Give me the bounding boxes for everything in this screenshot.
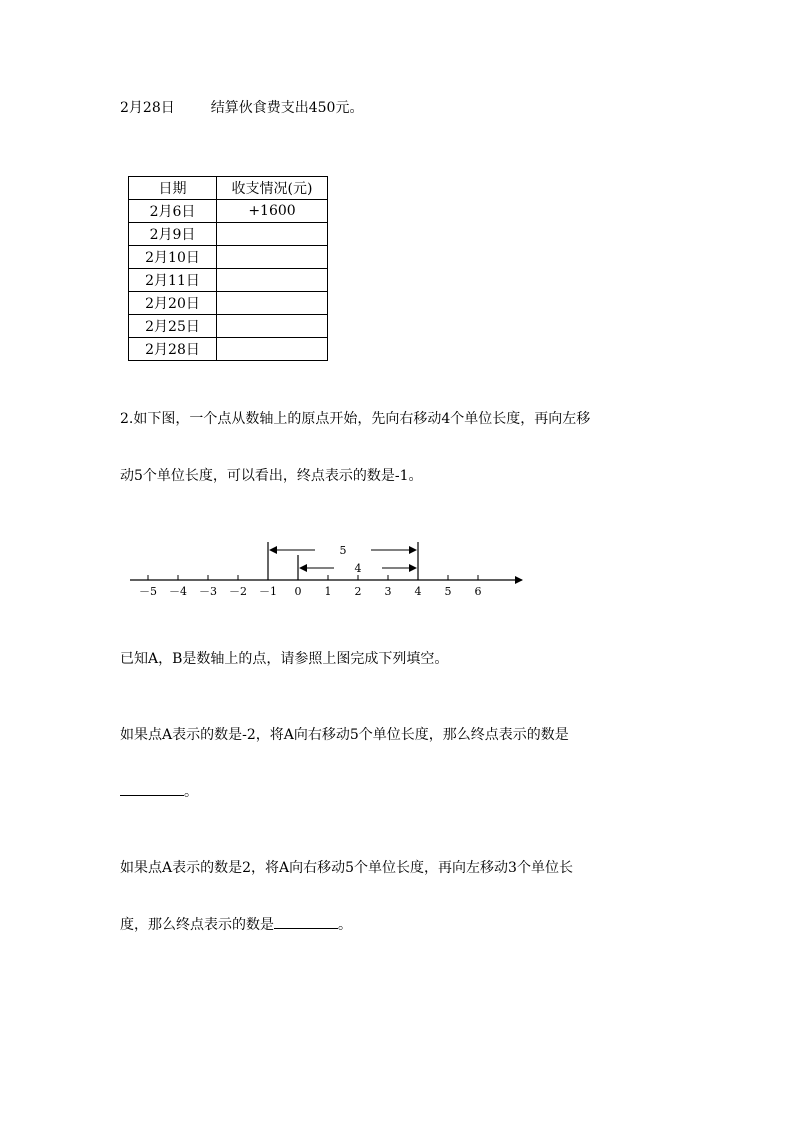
q2-line2: 动5个单位长度，可以看出，终点表示的数是-1。 <box>120 468 423 484</box>
answer-blank-1[interactable] <box>120 781 184 796</box>
fill2-line1: 如果点A表示的数是2，将A向右移动5个单位长度，再向左移动3个单位长 <box>120 860 573 876</box>
axis-tick-label: －3 <box>199 585 217 598</box>
fill2-end: 。 <box>338 917 352 933</box>
axis-tick-label: －5 <box>139 585 157 598</box>
table-row <box>129 269 328 292</box>
row-value[interactable] <box>217 246 328 269</box>
axis-tick-label: 0 <box>294 585 302 598</box>
row-value[interactable] <box>217 315 328 338</box>
q2-line1: 2.如下图，一个点从数轴上的原点开始，先向右移动4个单位长度，再向左移 <box>120 411 591 427</box>
answer-blank-2[interactable] <box>274 914 338 929</box>
row-date: 2月20日 <box>129 292 217 315</box>
axis-tick-label: －1 <box>259 585 277 598</box>
row-date: 2月10日 <box>129 246 217 269</box>
table-row <box>129 246 328 269</box>
axis-tick-label: 4 <box>414 585 422 598</box>
fill2-line2 <box>120 914 352 934</box>
fill1-end: 。 <box>184 784 198 800</box>
settle-text: 结算伙食费支出450元。 <box>210 100 364 116</box>
axis-tick-label: 5 <box>444 585 452 598</box>
table-header-row <box>129 177 328 200</box>
table-row <box>129 292 328 315</box>
number-line-figure <box>0 530 794 610</box>
axis-tick-label: 6 <box>474 585 482 598</box>
table-row <box>129 315 328 338</box>
row-date: 2月9日 <box>129 223 217 246</box>
row-value[interactable] <box>217 223 328 246</box>
right-move-label: 4 <box>354 562 362 575</box>
axis-tick-label: 1 <box>324 585 332 598</box>
row-value[interactable] <box>217 269 328 292</box>
row-date: 2月25日 <box>129 315 217 338</box>
fill2-line2-text: 度，那么终点表示的数是 <box>120 917 274 933</box>
settle-date: 2月28日 <box>120 100 175 116</box>
table-row <box>129 223 328 246</box>
left-move-label: 5 <box>339 544 347 557</box>
axis-tick-label: 2 <box>354 585 362 598</box>
axis-tick-label: 3 <box>384 585 392 598</box>
ledger-table <box>128 176 328 361</box>
axis-tick-labels <box>139 585 482 598</box>
row-date: 2月6日 <box>129 200 217 223</box>
row-value: +1600 <box>217 200 328 223</box>
fill1-line2 <box>120 781 198 801</box>
header-date: 日期 <box>129 177 217 200</box>
fill1-line1: 如果点A表示的数是-2，将A向右移动5个单位长度，那么终点表示的数是 <box>120 727 569 743</box>
row-value[interactable] <box>217 292 328 315</box>
settle-line <box>120 97 363 117</box>
intro-line: 已知A，B是数轴上的点，请参照上图完成下列填空。 <box>120 651 449 667</box>
row-date: 2月28日 <box>129 338 217 361</box>
row-value[interactable] <box>217 338 328 361</box>
axis-tick-label: －2 <box>229 585 247 598</box>
table-row <box>129 200 328 223</box>
axis-tick-label: －4 <box>169 585 187 598</box>
header-amount: 收支情况(元) <box>217 177 328 200</box>
axis-ticks <box>148 575 478 580</box>
table-row <box>129 338 328 361</box>
row-date: 2月11日 <box>129 269 217 292</box>
